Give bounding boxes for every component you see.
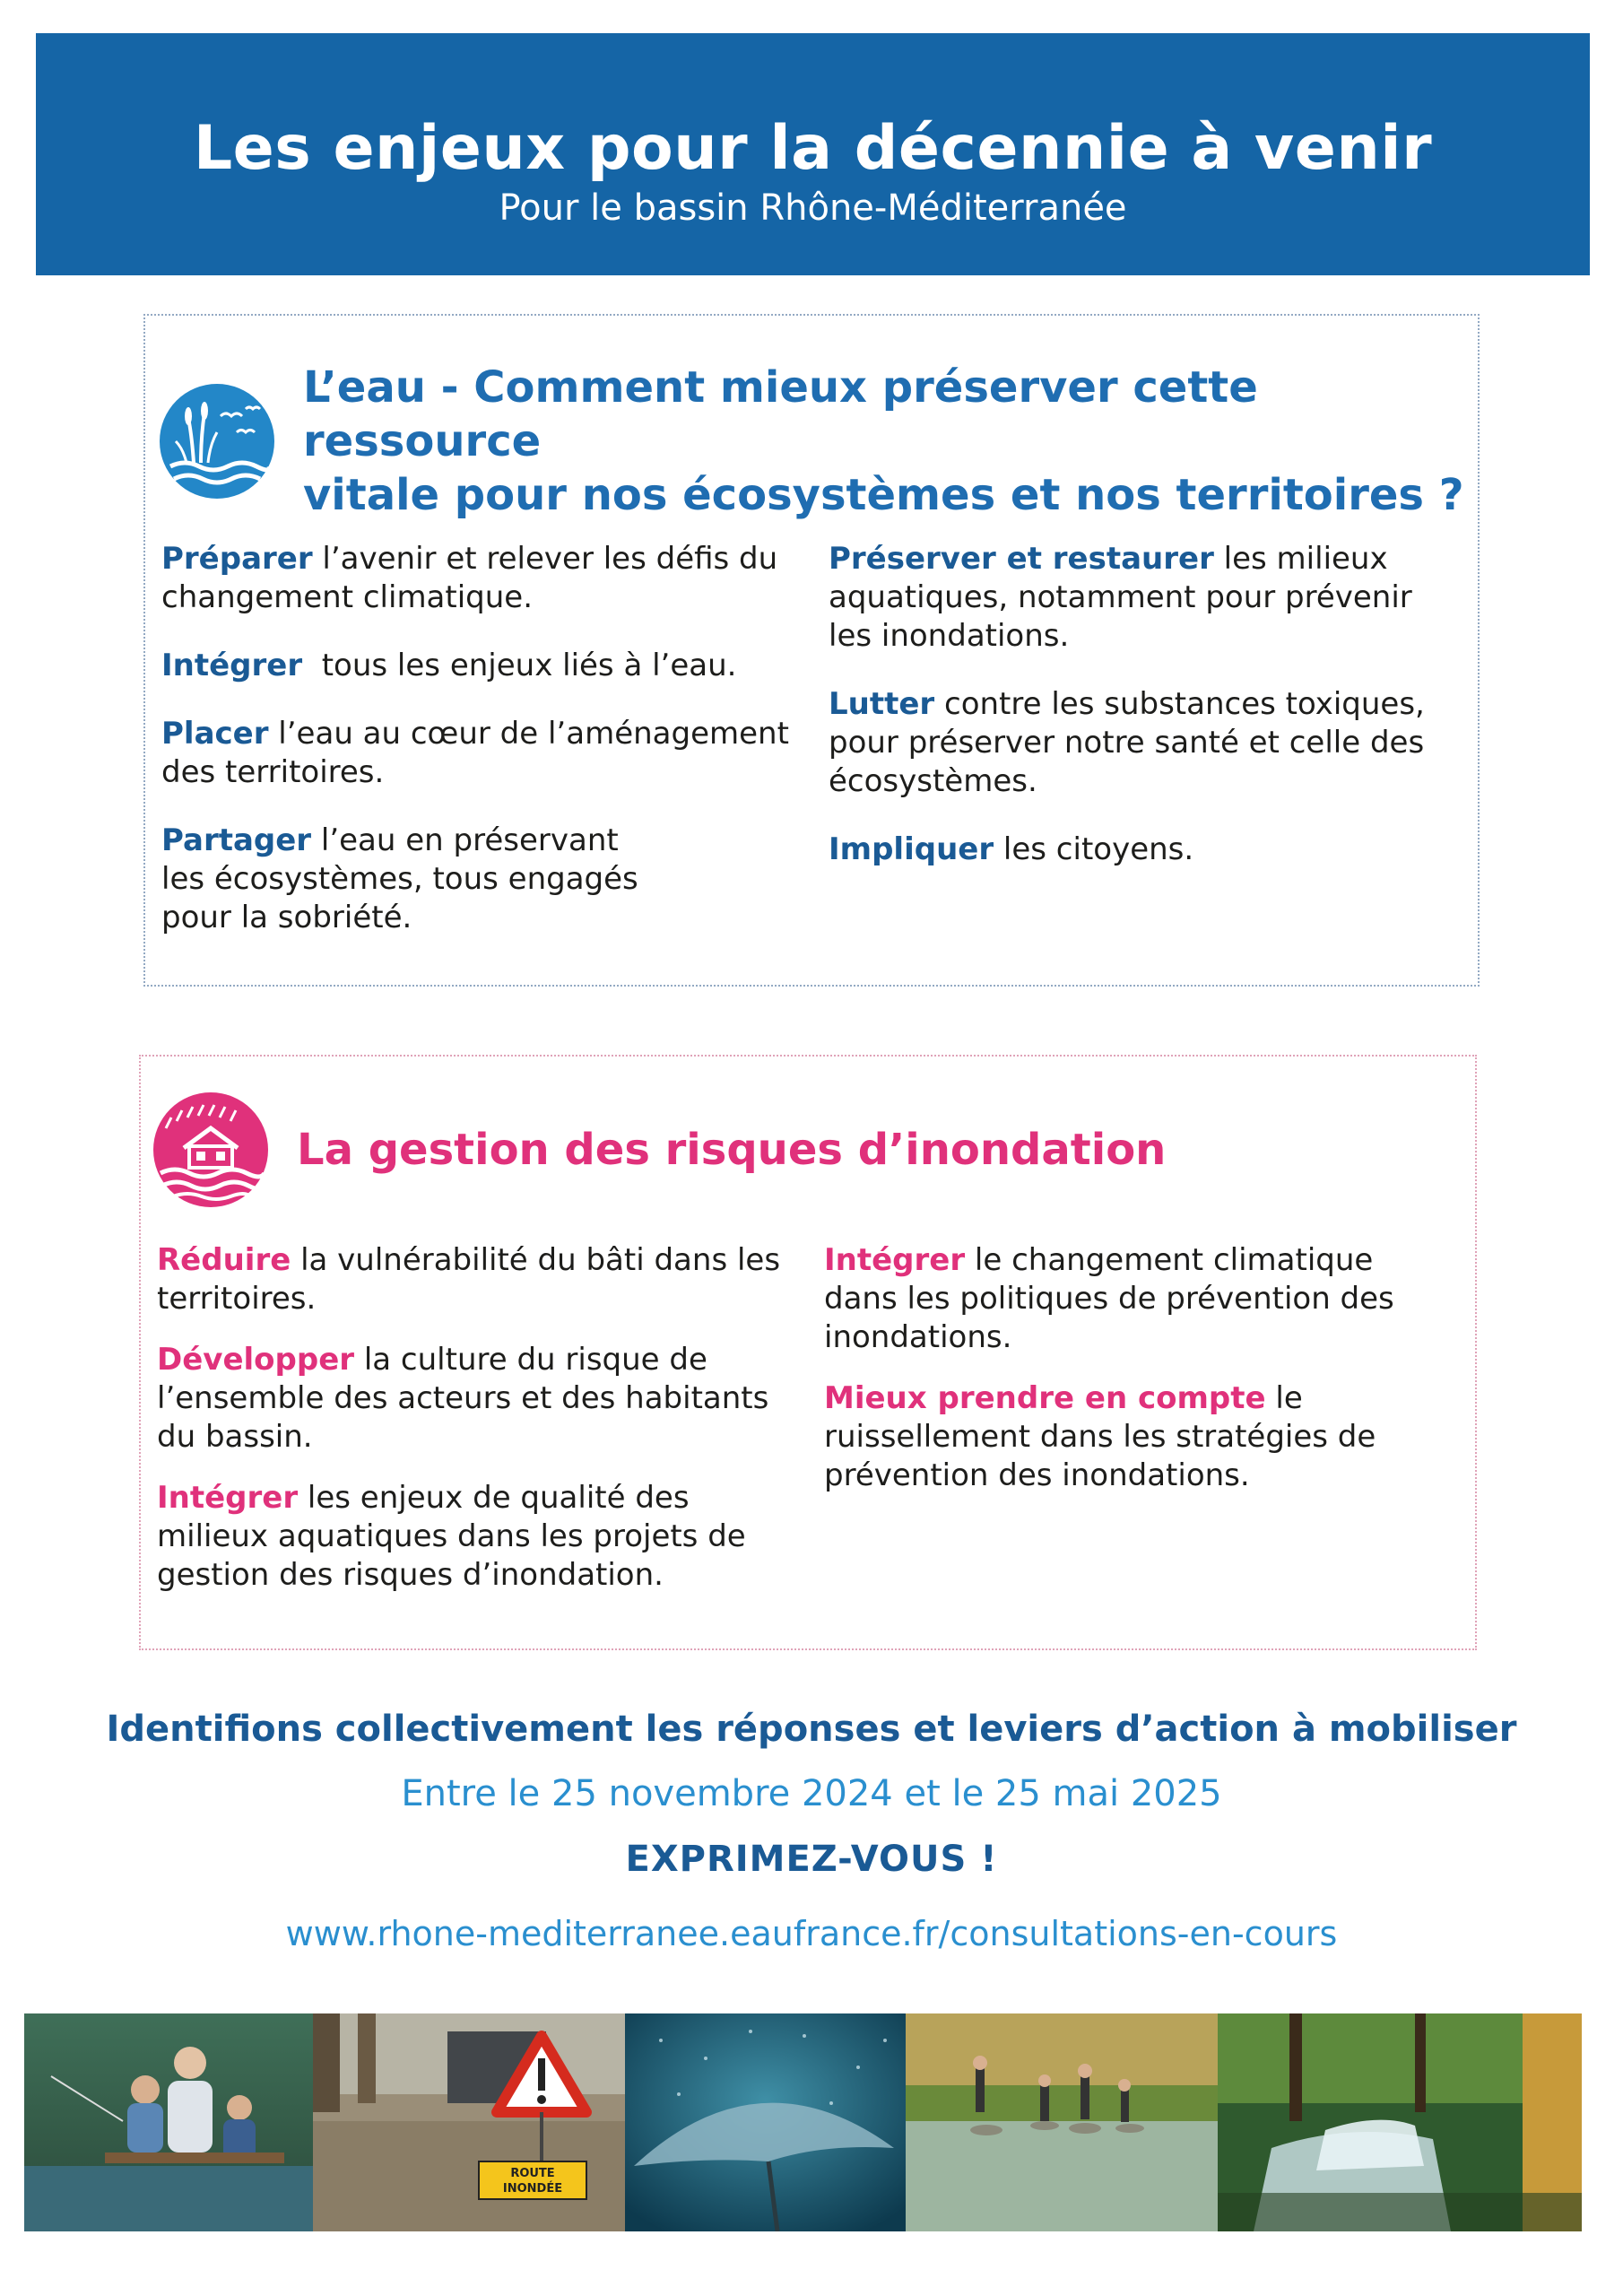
cta-exclaim: EXPRIMEZ-VOUS ! <box>625 1839 998 1880</box>
flooded-house-rain-icon <box>152 1091 270 1209</box>
water-title-line2: vitale pour nos écosystèmes et nos territoires ? <box>303 470 1464 520</box>
list-item <box>829 685 1456 801</box>
photo-family-fishing <box>24 2013 313 2231</box>
list-item <box>157 1479 803 1595</box>
umbrella-rain-image <box>625 2013 906 2231</box>
list-item <box>161 647 789 685</box>
item-keyword: Lutter <box>829 686 935 722</box>
item-keyword: Développer <box>157 1342 355 1378</box>
item-text: tous les enjeux liés à l’eau. <box>302 648 737 683</box>
item-keyword: Réduire <box>157 1242 291 1278</box>
item-text: les milieux aquatiques, notamment pour prévenir les inondations. <box>829 541 1412 654</box>
water-right-column <box>829 540 1456 899</box>
cta-dates: Entre le 25 novembre 2024 et le 25 mai 2025 <box>401 1773 1222 1814</box>
photo-forest-waterfall <box>1218 2013 1582 2231</box>
item-text: la vulnérabilité du bâti dans les territoires. <box>157 1242 781 1317</box>
list-item <box>824 1379 1452 1495</box>
cta-heading: Identifions collectivement les réponses et leviers d’action à mobiliser <box>106 1709 1517 1750</box>
flood-left-column <box>157 1241 803 1617</box>
list-item <box>824 1241 1452 1357</box>
item-keyword: Partager <box>161 822 312 858</box>
water-section <box>143 314 1480 987</box>
page-subtitle: Pour le bassin Rhône-Méditerranée <box>499 187 1127 229</box>
item-keyword: Préparer <box>161 541 313 577</box>
list-item <box>829 540 1456 656</box>
water-reeds-birds-icon <box>158 382 276 500</box>
item-keyword: Impliquer <box>829 831 994 867</box>
item-text: les citoyens. <box>994 831 1194 867</box>
item-text: le ruissellement dans les stratégies de prévention des inondations. <box>824 1380 1376 1493</box>
list-item <box>157 1341 785 1457</box>
item-text: l’eau au cœur de l’aménagement des territoires. <box>161 716 789 790</box>
list-item <box>829 831 1456 869</box>
header-banner <box>36 33 1590 275</box>
sign-line1: ROUTE <box>510 2167 555 2180</box>
item-text: les enjeux de qualité des milieux aquatiques dans les projets de gestion des risques d’inondation. <box>157 1480 746 1593</box>
family-river-image <box>906 2013 1218 2231</box>
forest-waterfall-image <box>1218 2013 1582 2231</box>
photo-flooded-road <box>313 2013 625 2231</box>
item-text: l’eau en préservant les écosystèmes, tous engagés pour la sobriété. <box>161 822 638 935</box>
item-keyword: Intégrer <box>161 648 303 683</box>
flood-section-header <box>152 1091 1166 1209</box>
item-keyword: Préserver et restaurer <box>829 541 1214 577</box>
family-fishing-image <box>24 2013 313 2231</box>
water-title-line1: L’eau - Comment mieux préserver cette ressource <box>303 362 1258 466</box>
page-title: Les enjeux pour la décennie à venir <box>193 113 1433 184</box>
photo-strip <box>24 2013 1582 2231</box>
water-section-header <box>158 361 1478 522</box>
sign-line2: INONDÉE <box>502 2182 563 2196</box>
item-keyword: Placer <box>161 716 269 752</box>
photo-umbrella-rain <box>625 2013 906 2231</box>
cta-url-link[interactable]: www.rhone-mediterranee.eaufrance.fr/consultations-en-cours <box>285 1914 1338 1953</box>
item-text: la culture du risque de l’ensemble des acteurs et des habitants du bassin. <box>157 1342 769 1455</box>
item-text: le changement climatique dans les politiques de prévention des inondations. <box>824 1242 1394 1355</box>
flood-section-title: La gestion des risques d’inondation <box>297 1125 1167 1175</box>
water-left-column <box>161 540 789 967</box>
route-inondee-sign <box>479 2161 586 2199</box>
list-item <box>161 715 789 792</box>
item-text: l’avenir et relever les défis du changement climatique. <box>161 541 778 615</box>
item-keyword: Intégrer <box>157 1480 299 1516</box>
flood-right-column <box>824 1241 1452 1518</box>
water-section-title <box>303 361 1478 522</box>
flood-section <box>139 1055 1477 1650</box>
item-keyword: Intégrer <box>824 1242 966 1278</box>
list-item <box>157 1241 785 1318</box>
list-item <box>161 540 789 617</box>
flooded-road-image <box>313 2013 625 2231</box>
list-item <box>161 822 664 937</box>
photo-family-river <box>906 2013 1218 2231</box>
item-keyword: Mieux prendre en compte <box>824 1380 1266 1416</box>
item-text: contre les substances toxiques, pour préserver notre santé et celle des écosystèmes. <box>829 686 1425 799</box>
